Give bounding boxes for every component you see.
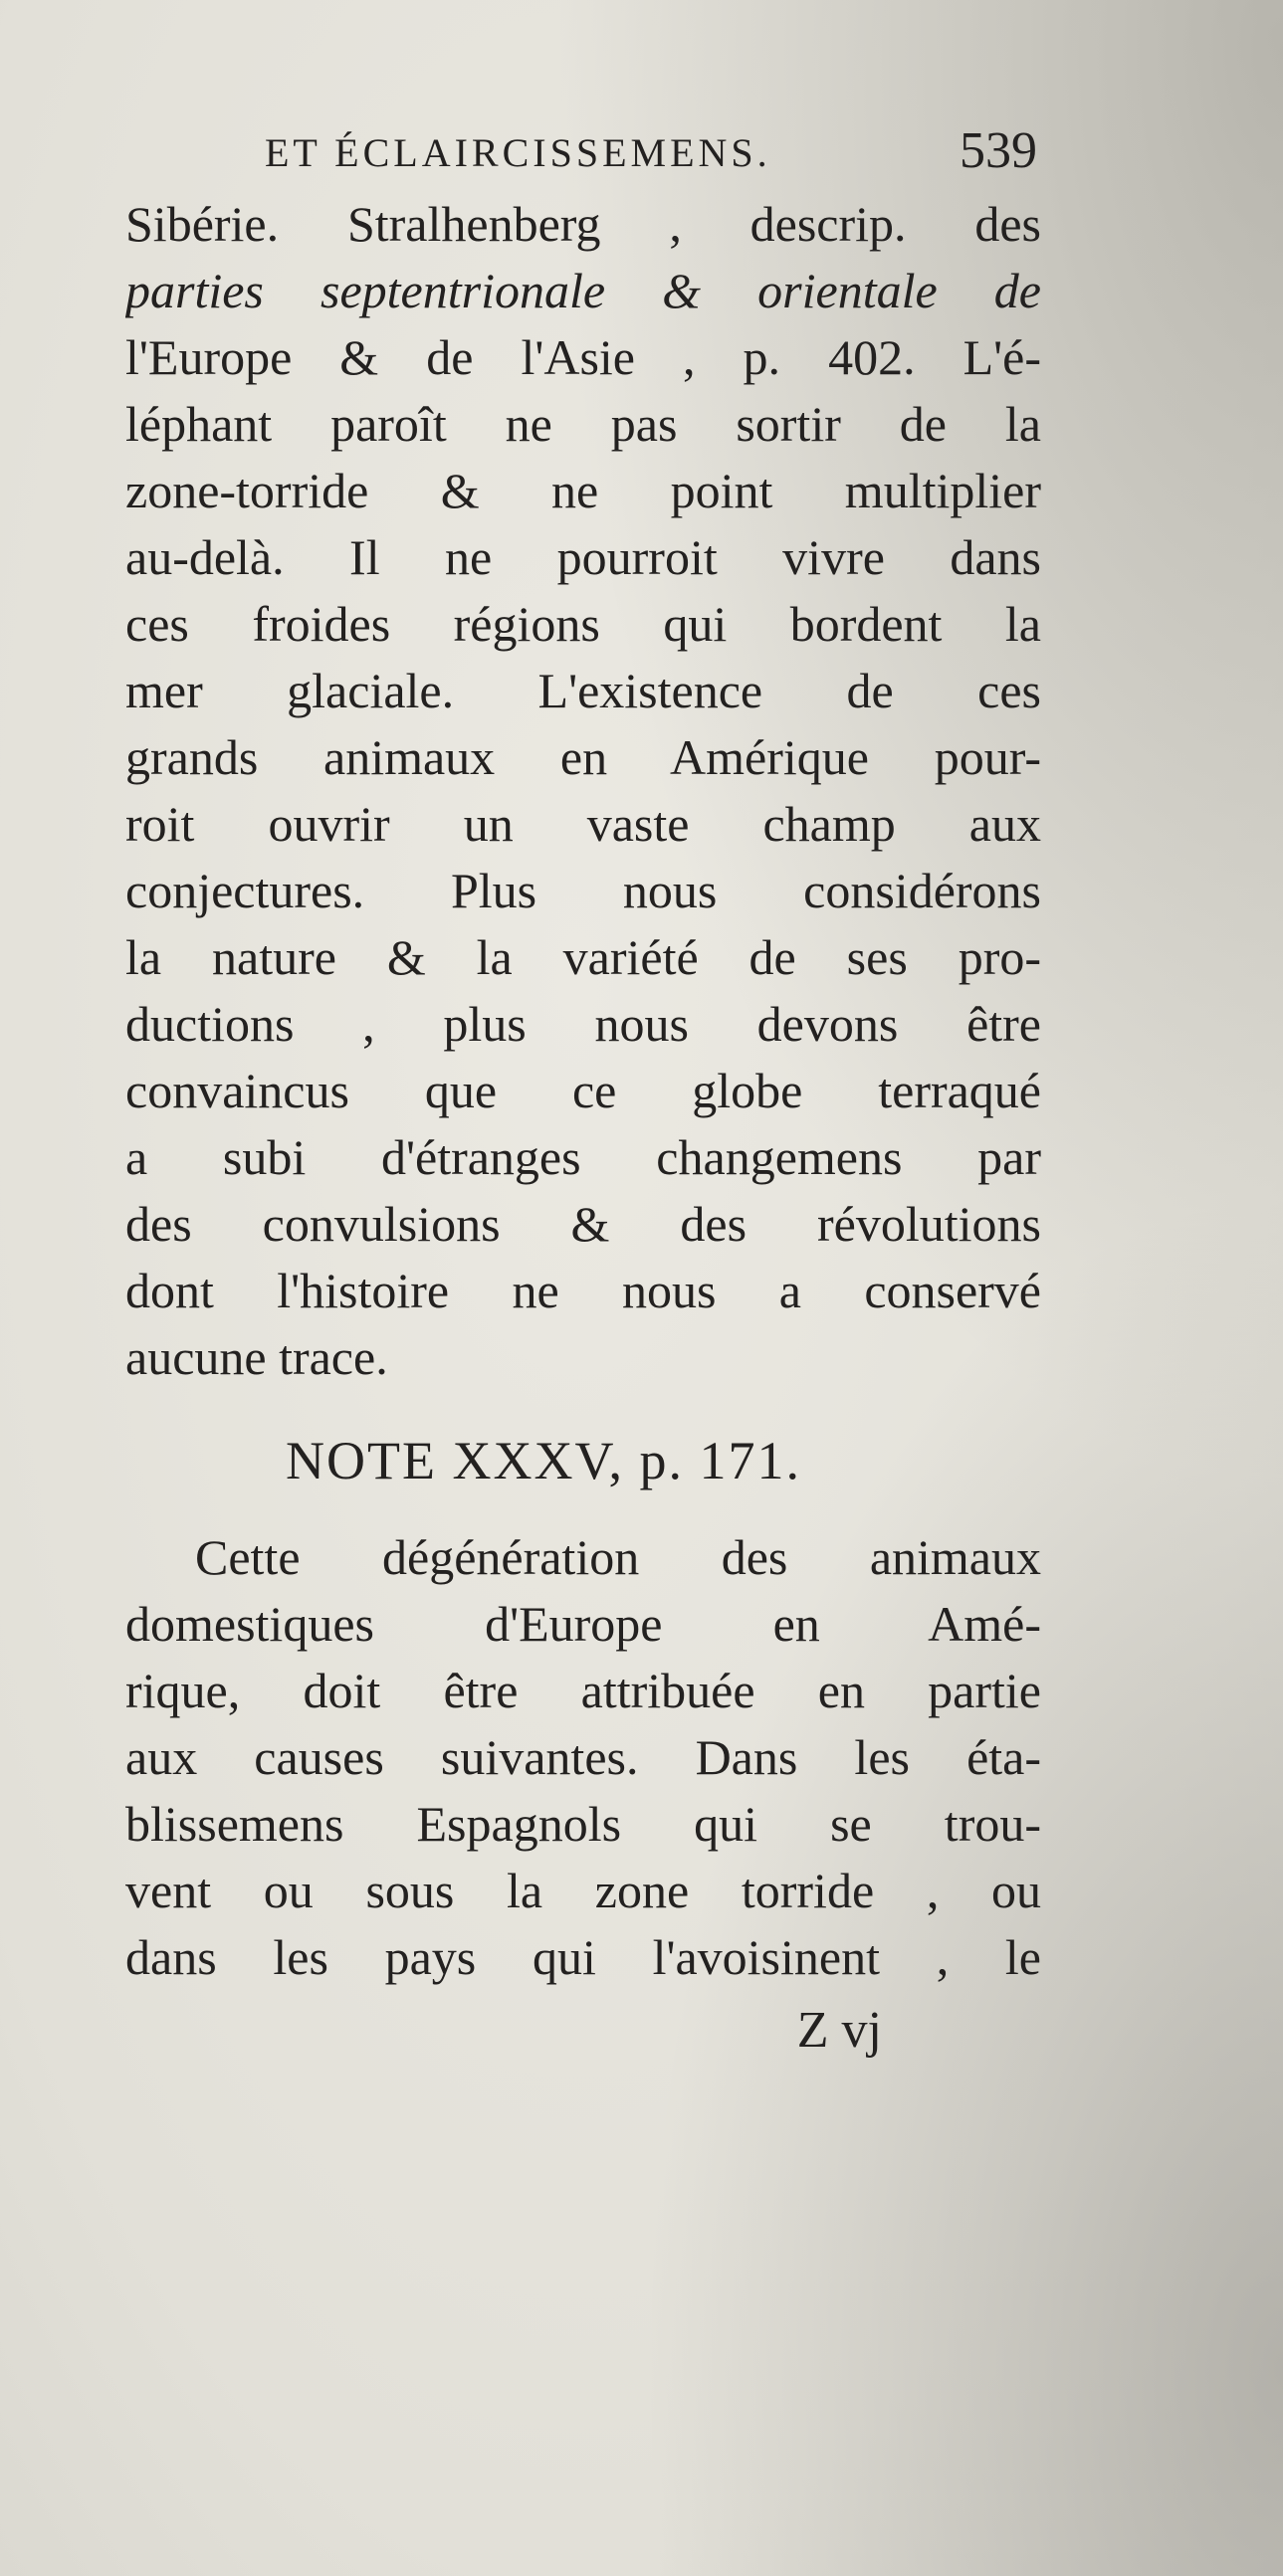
text-line: blissemens Espagnols qui se trou- (125, 1796, 1041, 1852)
text-line: aux causes suivantes. Dans les éta- (125, 1729, 1041, 1785)
text-line: ductions , plus nous devons être (125, 996, 1041, 1052)
paragraph-two (125, 1524, 1041, 1991)
text-line: zone-torride & ne point multiplier (125, 463, 1041, 518)
text-line: dans les pays qui l'avoisinent , le (125, 1929, 1041, 1985)
text-line: roit ouvrir un vaste champ aux (125, 796, 1041, 852)
text-block (125, 119, 1041, 2071)
text-line: vent ou sous la zone torride , ou (125, 1863, 1041, 1918)
signature-mark: Z vj (796, 2002, 882, 2059)
text-line: aucune trace. (125, 1329, 388, 1385)
text-line: la nature & la variété de ses pro- (125, 929, 1041, 985)
text-line: l'Europe & de l'Asie , p. 402. L'é- (125, 329, 1041, 385)
text-line: mer glaciale. L'existence de ces (125, 663, 1041, 718)
text-line: ces froides régions qui bordent la (125, 596, 1041, 652)
text-line: Cette dégénération des animaux (195, 1529, 1041, 1585)
text-line: léphant paroît ne pas sortir de la (125, 396, 1041, 452)
text-line: au-delà. Il ne pourroit vivre dans (125, 529, 1041, 585)
text-line: domestiques d'Europe en Amé- (125, 1596, 1041, 1652)
text-line: conjectures. Plus nous considérons (125, 863, 1041, 918)
text-line: dont l'histoire ne nous a conservé (125, 1263, 1041, 1318)
running-head (125, 119, 1041, 191)
running-head-title: ET ÉCLAIRCISSEMENS. (265, 130, 771, 175)
text-line: parties septentrionale & orientale de (125, 263, 1041, 318)
paragraph-one (125, 191, 1041, 1391)
text-line: rique, doit être attribuée en partie (125, 1663, 1041, 1718)
text-line: des convulsions & des révolutions (125, 1196, 1041, 1252)
page-number: 539 (960, 122, 1037, 179)
text-line: a subi d'étranges changemens par (125, 1129, 1041, 1185)
text-line: grands animaux en Amérique pour- (125, 729, 1041, 785)
text-line: convaincus que ce globe terraqué (125, 1063, 1041, 1118)
note-heading: NOTE XXXV, p. 171. (286, 1431, 801, 1490)
text-line: Sibérie. Stralhenberg , descrip. des (125, 196, 1041, 252)
